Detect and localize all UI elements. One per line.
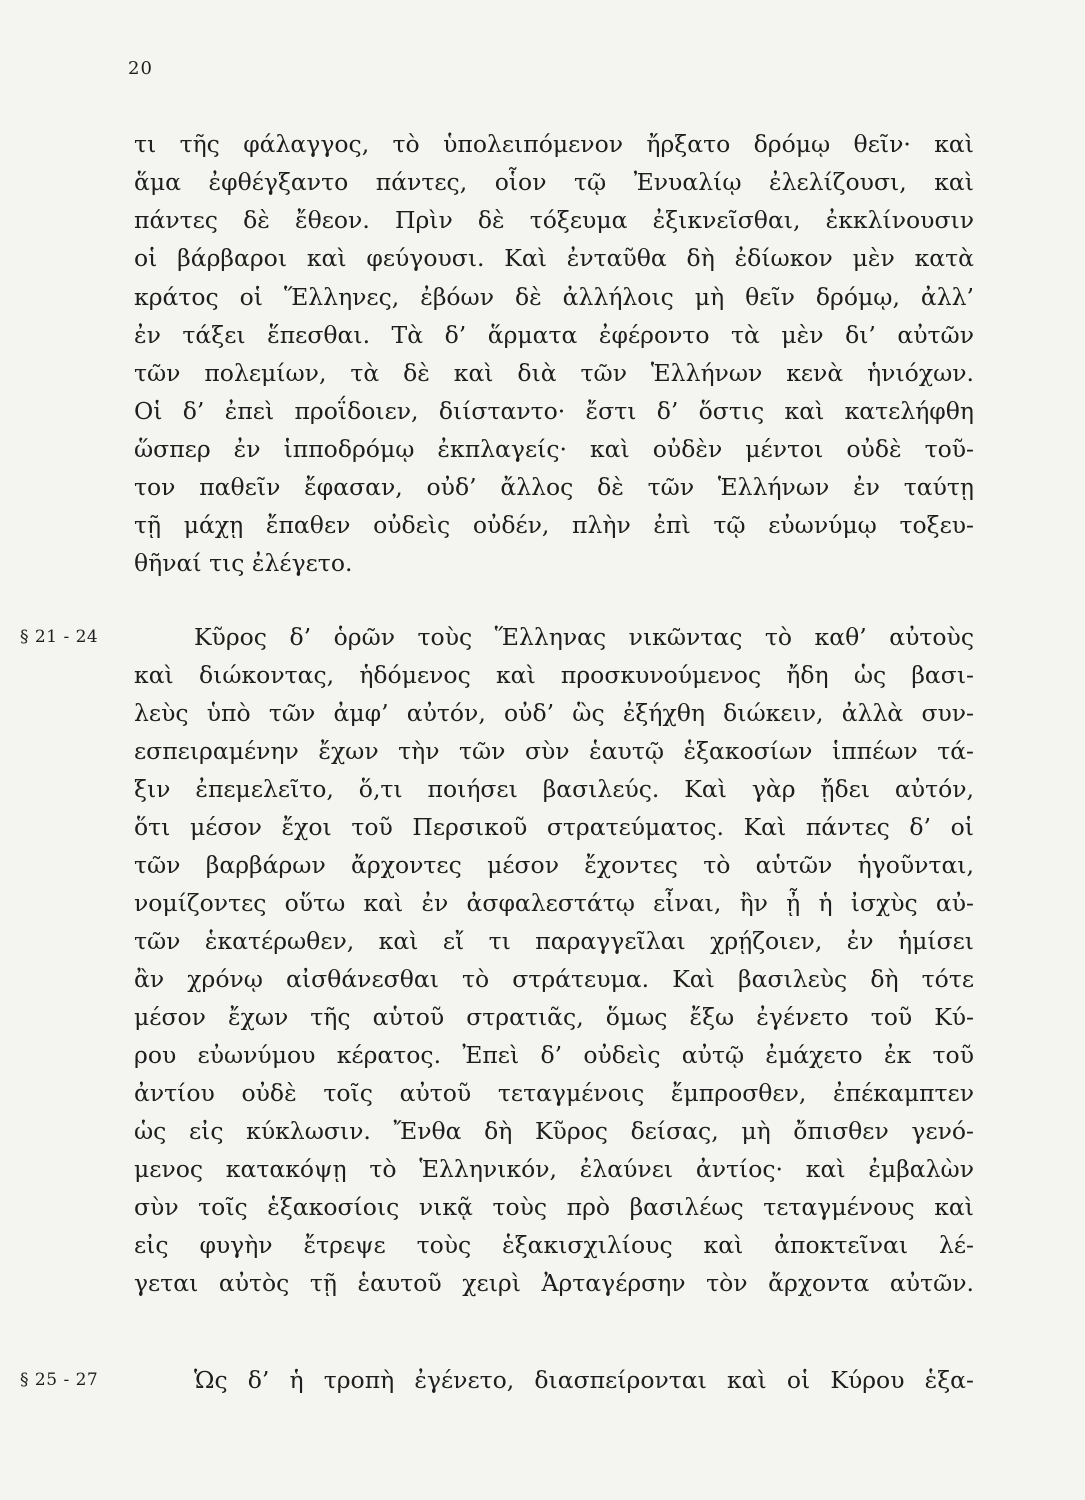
text-line: σὺν τοῖς ἑξακοσίοις νικᾷ τοὺς πρὸ βασιλέως τεταγμένους καὶ: [134, 1193, 974, 1221]
text-line: τῶν ἑκατέρωθεν, καὶ εἴ τι παραγγεῖλαι χρῄζοιεν, ἐν ἡμίσει: [134, 927, 974, 955]
text-line: λεὺς ὑπὸ τῶν ἀμφ’ αὐτόν, οὐδ’ ὣς ἐξήχθη διώκειν, ἀλλὰ συν-: [134, 699, 974, 727]
text-line: ἂν χρόνῳ αἰσθάνεσθαι τὸ στράτευμα. Καὶ βασιλεὺς δὴ τότε: [134, 965, 974, 993]
text-line: μενος κατακόψῃ τὸ Ἑλληνικόν, ἐλαύνει ἀντίος· καὶ ἐμβαλὼν: [134, 1155, 974, 1183]
text-line: ὥσπερ ἐν ἱπποδρόμῳ ἐκπλαγείς· καὶ οὐδὲν μέντοι οὐδὲ τοῦ-: [134, 435, 974, 463]
text-line: μέσον ἔχων τῆς αὑτοῦ στρατιᾶς, ὅμως ἔξω ἐγένετο τοῦ Κύ-: [134, 1003, 974, 1031]
text-line: ὅτι μέσον ἔχοι τοῦ Περσικοῦ στρατεύματος. Καὶ πάντες δ’ οἱ: [134, 813, 974, 841]
text-line: ξιν ἐπεμελεῖτο, ὅ,τι ποιήσει βασιλεύς. Καὶ γὰρ ᾔδει αὐτόν,: [134, 775, 974, 803]
text-line: γεται αὐτὸς τῇ ἑαυτοῦ χειρὶ Ἀρταγέρσην τὸν ἄρχοντα αὐτῶν.: [134, 1269, 974, 1297]
paragraph-start-line: Κῦρος δ’ ὁρῶν τοὺς Ἕλληνας νικῶντας τὸ καθ’ αὐτοὺς: [194, 623, 974, 651]
text-line: ἐν τάξει ἕπεσθαι. Τὰ δ’ ἅρματα ἐφέροντο τὰ μὲν δι’ αὐτῶν: [134, 321, 974, 349]
text-line: τι τῆς φάλαγγος, τὸ ὑπολειπόμενον ἤρξατο δρόμῳ θεῖν· καὶ: [134, 130, 974, 158]
text-line: ἀντίου οὐδὲ τοῖς αὐτοῦ τεταγμένοις ἔμπροσθεν, ἐπέκαμπτεν: [134, 1079, 974, 1107]
text-line: οἱ βάρβαροι καὶ φεύγουσι. Καὶ ἐνταῦθα δὴ ἐδίωκον μὲν κατὰ: [134, 244, 974, 272]
text-line: ἅμα ἐφθέγξαντο πάντες, οἷον τῷ Ἐνυαλίῳ ἐλελίζουσι, καὶ: [134, 168, 974, 196]
page-number: 20: [128, 58, 153, 79]
text-line: πάντες δὲ ἔθεον. Πρὶν δὲ τόξευμα ἐξικνεῖσθαι, ἐκκλίνουσιν: [134, 206, 974, 234]
text-line: τῶν πολεμίων, τὰ δὲ καὶ διὰ τῶν Ἑλλήνων κενὰ ἡνιόχων.: [134, 359, 974, 387]
section-marker-25-27: § 25 - 27: [20, 1370, 99, 1390]
text-line: ὡς εἰς κύκλωσιν. Ἔνθα δὴ Κῦρος δείσας, μὴ ὄπισθεν γενό-: [134, 1117, 974, 1145]
text-line: τον παθεῖν ἔφασαν, οὐδ’ ἄλλος δὲ τῶν Ἑλλήνων ἐν ταύτῃ: [134, 473, 974, 501]
text-line: ρου εὐωνύμου κέρατος. Ἐπεὶ δ’ οὐδεὶς αὐτῷ ἐμάχετο ἐκ τοῦ: [134, 1041, 974, 1069]
text-line: καὶ διώκοντας, ἡδόμενος καὶ προσκυνούμενος ἤδη ὡς βασι-: [134, 661, 974, 689]
text-line: Οἱ δ’ ἐπεὶ προΐδοιεν, διίσταντο· ἔστι δ’ ὅστις καὶ κατελήφθη: [134, 397, 974, 425]
text-line: εσπειραμένην ἔχων τὴν τῶν σὺν ἑαυτῷ ἑξακοσίων ἱππέων τά-: [134, 737, 974, 765]
text-line: τῶν βαρβάρων ἄρχοντες μέσον ἔχοντες τὸ αὑτῶν ἡγοῦνται,: [134, 851, 974, 879]
section-marker-21-24: § 21 - 24: [20, 627, 99, 647]
text-line: εἰς φυγὴν ἔτρεψε τοὺς ἑξακισχιλίους καὶ ἀποκτεῖναι λέ-: [134, 1231, 974, 1259]
text-line: νομίζοντες οὕτω καὶ ἐν ἀσφαλεστάτῳ εἶναι, ἢν ᾖ ἡ ἰσχὺς αὐ-: [134, 889, 974, 917]
paragraph-start-line: Ὡς δ’ ἡ τροπὴ ἐγένετο, διασπείρονται καὶ οἱ Κύρου ἑξα-: [194, 1366, 974, 1394]
text-line: κράτος οἱ Ἕλληνες, ἐβόων δὲ ἀλλήλοις μὴ θεῖν δρόμῳ, ἀλλ’: [134, 283, 974, 311]
text-line: θῆναί τις ἐλέγετο.: [134, 549, 353, 577]
text-line: τῇ μάχῃ ἔπαθεν οὐδεὶς οὐδέν, πλὴν ἐπὶ τῷ εὐωνύμῳ τοξευ-: [134, 511, 974, 539]
